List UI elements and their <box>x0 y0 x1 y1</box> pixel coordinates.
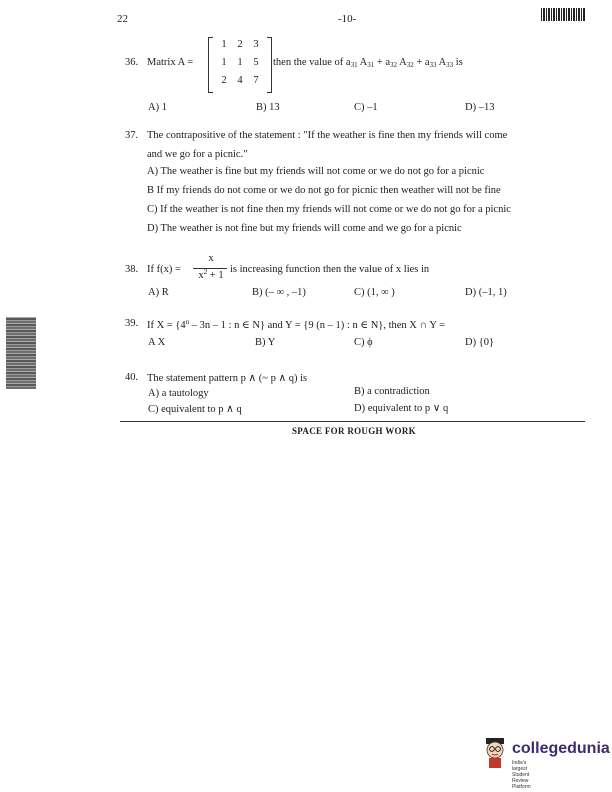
fraction-denominator: $x^2 + 1$ <box>198 268 224 281</box>
matrix-cell: 2 <box>237 39 243 50</box>
question-38-pre: If f(x) = <box>147 264 181 275</box>
question-40-number: 40. <box>125 372 139 383</box>
page-number-left: 22 <box>117 13 128 25</box>
question-36-text <box>273 57 463 69</box>
question-39-text: If $X = \{4^n - 3n - 1$ : n ∈ N} and Y = {9 (n – 1) : n ∈ N}, then X ∩ Y = <box>147 318 446 331</box>
q40-option-d[interactable]: D) equivalent to p ∨ q <box>354 403 449 414</box>
q36-option-a[interactable]: A) 1 <box>148 102 167 113</box>
question-36-expression: $a_{31}$ $A_{31} + a_{32}$ $A_{32} + a_{33}$ $A_{33}$ <box>345 57 454 69</box>
matrix-row <box>216 75 264 86</box>
matrix-row <box>216 57 264 68</box>
matrix-cell: 1 <box>221 57 227 68</box>
question-36-text-post: is <box>453 57 463 68</box>
q38-option-d[interactable]: D) (–1, 1) <box>465 287 507 298</box>
q40-option-a[interactable]: A) a tautology <box>148 388 209 399</box>
q37-option-d[interactable]: D) The weather is not fine but my friends will come and we go for a picnic <box>147 223 462 234</box>
q39-option-c[interactable]: C) ϕ <box>354 337 373 348</box>
matrix-a <box>208 37 272 91</box>
fraction-numerator: x <box>208 253 214 264</box>
question-36-text-pre: then the value of <box>273 57 346 68</box>
matrix-cell: 5 <box>253 57 259 68</box>
mascot-icon <box>482 736 508 770</box>
q39-option-a[interactable]: A X <box>148 337 166 348</box>
q37-option-b[interactable]: B If my friends do not come or we do not go for picnic then weather will not be fine <box>147 185 501 196</box>
logo-name: collegedunia <box>512 740 610 757</box>
q38-option-c[interactable]: C) (1, ∞ ) <box>354 287 395 298</box>
scan-artifact <box>6 317 36 389</box>
matrix-row <box>216 39 264 50</box>
rough-work-label: SPACE FOR ROUGH WORK <box>292 426 416 436</box>
q39-option-d[interactable]: D) {0} <box>465 337 495 348</box>
question-37-number: 37. <box>125 130 139 141</box>
matrix-cell: 2 <box>221 75 227 86</box>
q36-option-b[interactable]: B) 13 <box>256 102 280 113</box>
logo-tagline: India's largest Student Review Platform <box>512 760 531 790</box>
question-38-post: is increasing function then the value of x lies in <box>230 264 430 275</box>
question-37-line1: The contrapositive of the statement : "If the weather is fine then my friends will come <box>147 130 508 141</box>
matrix-cell: 7 <box>253 75 259 86</box>
matrix-cell: 1 <box>237 57 243 68</box>
question-36-label: Matrix A = <box>147 57 194 68</box>
matrix-cell: 4 <box>237 75 243 86</box>
q38-option-b[interactable]: B) (– ∞ , –1) <box>252 287 306 298</box>
q40-option-b[interactable]: B) a contradiction <box>354 386 430 397</box>
matrix-cell: 1 <box>221 39 227 50</box>
barcode-icon <box>541 8 585 21</box>
q37-option-a[interactable]: A) The weather is fine but my friends will not come or we do not go for a picnic <box>147 166 485 177</box>
q36-option-d[interactable]: D) –13 <box>465 102 495 113</box>
question-37-line2: and we go for a picnic." <box>147 149 248 160</box>
question-40-text: The statement pattern p ∧ (~ p ∧ q) is <box>147 373 308 384</box>
q37-option-c[interactable]: C) If the weather is not fine then my friends will not come or we do not go for a picnic <box>147 204 511 215</box>
q40-option-c[interactable]: C) equivalent to p ∧ q <box>148 404 242 415</box>
q38-option-a[interactable]: A) R <box>148 287 169 298</box>
question-36-number: 36. <box>125 57 139 68</box>
question-38-number: 38. <box>125 264 139 275</box>
rough-work-divider <box>120 421 585 422</box>
q39-option-b[interactable]: B) Y <box>255 337 276 348</box>
q36-option-c[interactable]: C) –1 <box>354 102 378 113</box>
matrix-cell: 3 <box>253 39 259 50</box>
question-39-number: 39. <box>125 318 139 329</box>
page-number-center: -10- <box>338 13 357 25</box>
